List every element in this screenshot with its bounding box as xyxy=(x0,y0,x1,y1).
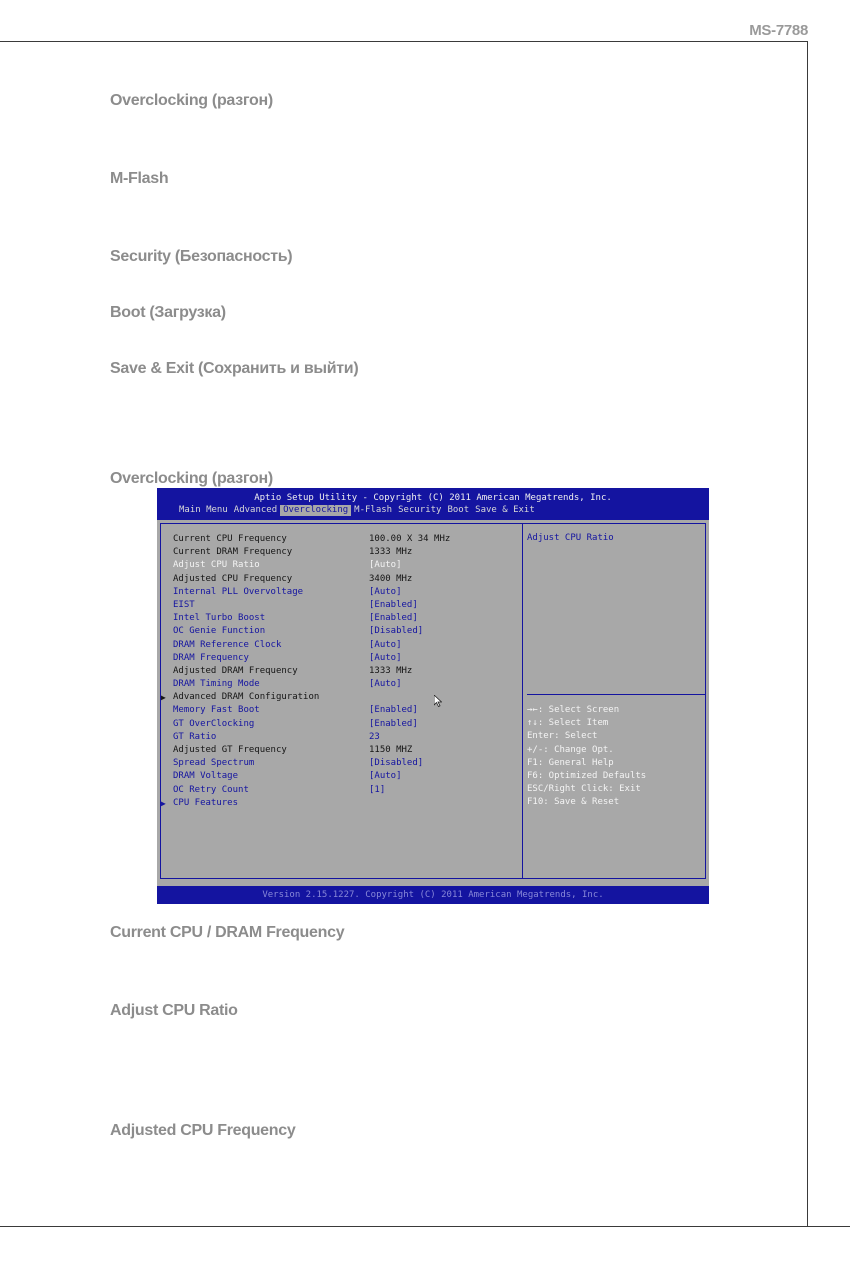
bios-setting-value[interactable]: [Auto] xyxy=(369,679,402,690)
section-heading-security: Security (Безопасность) xyxy=(110,248,293,265)
bios-setting-value[interactable]: [Disabled] xyxy=(369,626,424,637)
section-heading-overclocking: Overclocking (разгон) xyxy=(110,92,273,109)
bios-setting-row[interactable] xyxy=(173,612,513,625)
bios-tab-advanced[interactable]: Advanced xyxy=(233,505,278,515)
bios-key-hint: F1: General Help xyxy=(527,757,614,768)
bios-setting-label: GT OverClocking xyxy=(173,718,255,729)
bios-setting-row xyxy=(173,533,513,546)
top-rule xyxy=(0,41,808,42)
bios-tab-bar xyxy=(176,505,538,516)
bios-setting-label: Internal PLL Overvoltage xyxy=(173,586,304,597)
bios-setting-value[interactable]: [Disabled] xyxy=(369,758,424,769)
bios-setting-label: Advanced DRAM Configuration xyxy=(173,692,320,703)
bios-tab-overclocking[interactable]: Overclocking xyxy=(280,505,351,516)
bios-key-hint: F6: Optimized Defaults xyxy=(527,770,647,781)
bios-setting-row xyxy=(173,744,513,757)
bios-title-bar xyxy=(157,488,709,520)
bios-setting-label: DRAM Voltage xyxy=(173,771,239,782)
bios-divider-vertical xyxy=(522,523,523,879)
bios-setting-value[interactable]: 23 xyxy=(369,731,380,742)
bios-key-hint: F10: Save & Reset xyxy=(527,797,620,808)
right-rule xyxy=(807,41,808,1227)
submenu-arrow-icon: ▶ xyxy=(161,693,166,703)
bios-setting-label: DRAM Timing Mode xyxy=(173,679,260,690)
section-heading-adjust-cpu-ratio: Adjust CPU Ratio xyxy=(110,1002,238,1019)
bios-setting-row xyxy=(173,573,513,586)
section-heading-save-exit: Save & Exit (Сохранить и выйти) xyxy=(110,360,359,377)
bottom-rule xyxy=(0,1226,850,1227)
bios-setting-label: CPU Features xyxy=(173,797,239,808)
bios-setting-label: Current CPU Frequency xyxy=(173,534,287,544)
model-number: MS-7788 xyxy=(749,22,808,39)
submenu-arrow-icon: ▶ xyxy=(161,798,166,808)
bios-setting-row[interactable] xyxy=(173,770,513,783)
bios-setting-row[interactable] xyxy=(173,625,513,638)
bios-setting-value[interactable]: [1] xyxy=(369,784,386,795)
bios-setting-row xyxy=(173,546,513,559)
bios-setting-label: DRAM Reference Clock xyxy=(173,639,282,650)
bios-setting-row[interactable] xyxy=(173,731,513,744)
bios-tab-m-flash[interactable]: M-Flash xyxy=(354,505,393,515)
bios-setting-label: EIST xyxy=(173,599,195,610)
bios-setting-row xyxy=(173,665,513,678)
bios-setting-row[interactable] xyxy=(173,718,513,731)
bios-setting-value[interactable]: [Enabled] xyxy=(369,613,418,624)
bios-setting-label: Adjusted GT Frequency xyxy=(173,745,287,755)
bios-setting-row[interactable] xyxy=(161,691,513,704)
figure-heading-overclocking: Overclocking (разгон) xyxy=(110,470,273,487)
bios-setting-row[interactable] xyxy=(173,652,513,665)
bios-key-legend xyxy=(527,704,646,810)
bios-key-hint: Enter: Select xyxy=(527,731,598,742)
mouse-cursor-icon xyxy=(434,695,442,707)
bios-setting-value: 1333 MHz xyxy=(369,547,413,558)
bios-setting-label: Adjust CPU Ratio xyxy=(173,560,260,571)
bios-setting-value[interactable]: [Enabled] xyxy=(369,599,418,610)
bios-setting-label: Spread Spectrum xyxy=(173,758,255,769)
section-heading-adjusted-cpu-frequency: Adjusted CPU Frequency xyxy=(110,1122,296,1139)
bios-setting-label: Memory Fast Boot xyxy=(173,705,260,716)
bios-help-text: Adjust CPU Ratio xyxy=(527,533,614,543)
bios-setting-row[interactable] xyxy=(161,797,513,810)
section-heading-boot: Boot (Загрузка) xyxy=(110,304,226,321)
bios-settings-list xyxy=(161,533,513,810)
bios-title-text: Aptio Setup Utility - Copyright (C) 2011 American Megatrends, Inc. xyxy=(254,493,612,503)
bios-setting-row[interactable] xyxy=(173,599,513,612)
bios-key-hint: +/-: Change Opt. xyxy=(527,744,614,755)
bios-setting-value: 100.00 X 34 MHz xyxy=(369,534,451,544)
bios-setting-value[interactable]: [Auto] xyxy=(369,639,402,650)
bios-footer: Version 2.15.1227. Copyright (C) 2011 American Megatrends, Inc. xyxy=(157,886,709,904)
bios-tab-save-exit[interactable]: Save & Exit xyxy=(475,505,535,515)
bios-key-hint: →←: Select Screen xyxy=(527,705,620,715)
bios-setting-value: 3400 MHz xyxy=(369,573,413,584)
bios-setting-row[interactable] xyxy=(173,784,513,797)
bios-setting-row[interactable] xyxy=(173,678,513,691)
bios-setting-row[interactable] xyxy=(173,559,513,572)
bios-setting-row[interactable] xyxy=(173,757,513,770)
bios-setting-label: DRAM Frequency xyxy=(173,652,249,663)
bios-setting-value: 1333 MHz xyxy=(369,665,413,676)
bios-setting-row[interactable] xyxy=(173,639,513,652)
section-heading-mflash: M-Flash xyxy=(110,170,169,187)
section-heading-current-frequency: Current CPU / DRAM Frequency xyxy=(110,924,345,941)
bios-setting-value[interactable]: [Enabled] xyxy=(369,718,418,729)
bios-setting-label: Current DRAM Frequency xyxy=(173,547,293,558)
bios-setting-value[interactable]: [Auto] xyxy=(369,771,402,782)
bios-setting-label: OC Genie Function xyxy=(173,626,266,637)
bios-key-hint: ESC/Right Click: Exit xyxy=(527,784,641,795)
bios-setting-row[interactable] xyxy=(173,704,513,717)
bios-setting-label: GT Ratio xyxy=(173,731,217,742)
bios-setting-value[interactable]: [Auto] xyxy=(369,560,402,571)
bios-setting-label: OC Retry Count xyxy=(173,784,249,795)
bios-setting-value[interactable]: [Auto] xyxy=(369,586,402,597)
bios-setting-label: Adjusted DRAM Frequency xyxy=(173,665,298,676)
bios-setting-value[interactable]: [Auto] xyxy=(369,652,402,663)
bios-setting-value[interactable]: [Enabled] xyxy=(369,705,418,716)
bios-tab-boot[interactable]: Boot xyxy=(447,505,470,515)
bios-key-hint: ↑↓: Select Item xyxy=(527,718,609,729)
bios-setting-row[interactable] xyxy=(173,586,513,599)
bios-divider-horizontal xyxy=(527,694,705,695)
bios-screenshot xyxy=(157,488,709,904)
bios-tab-security[interactable]: Security xyxy=(398,505,442,515)
bios-tab-main-menu[interactable]: Main Menu xyxy=(179,505,228,515)
bios-setting-label: Intel Turbo Boost xyxy=(173,613,266,624)
bios-setting-label: Adjusted CPU Frequency xyxy=(173,573,293,584)
bios-setting-value: 1150 MHZ xyxy=(369,745,413,755)
